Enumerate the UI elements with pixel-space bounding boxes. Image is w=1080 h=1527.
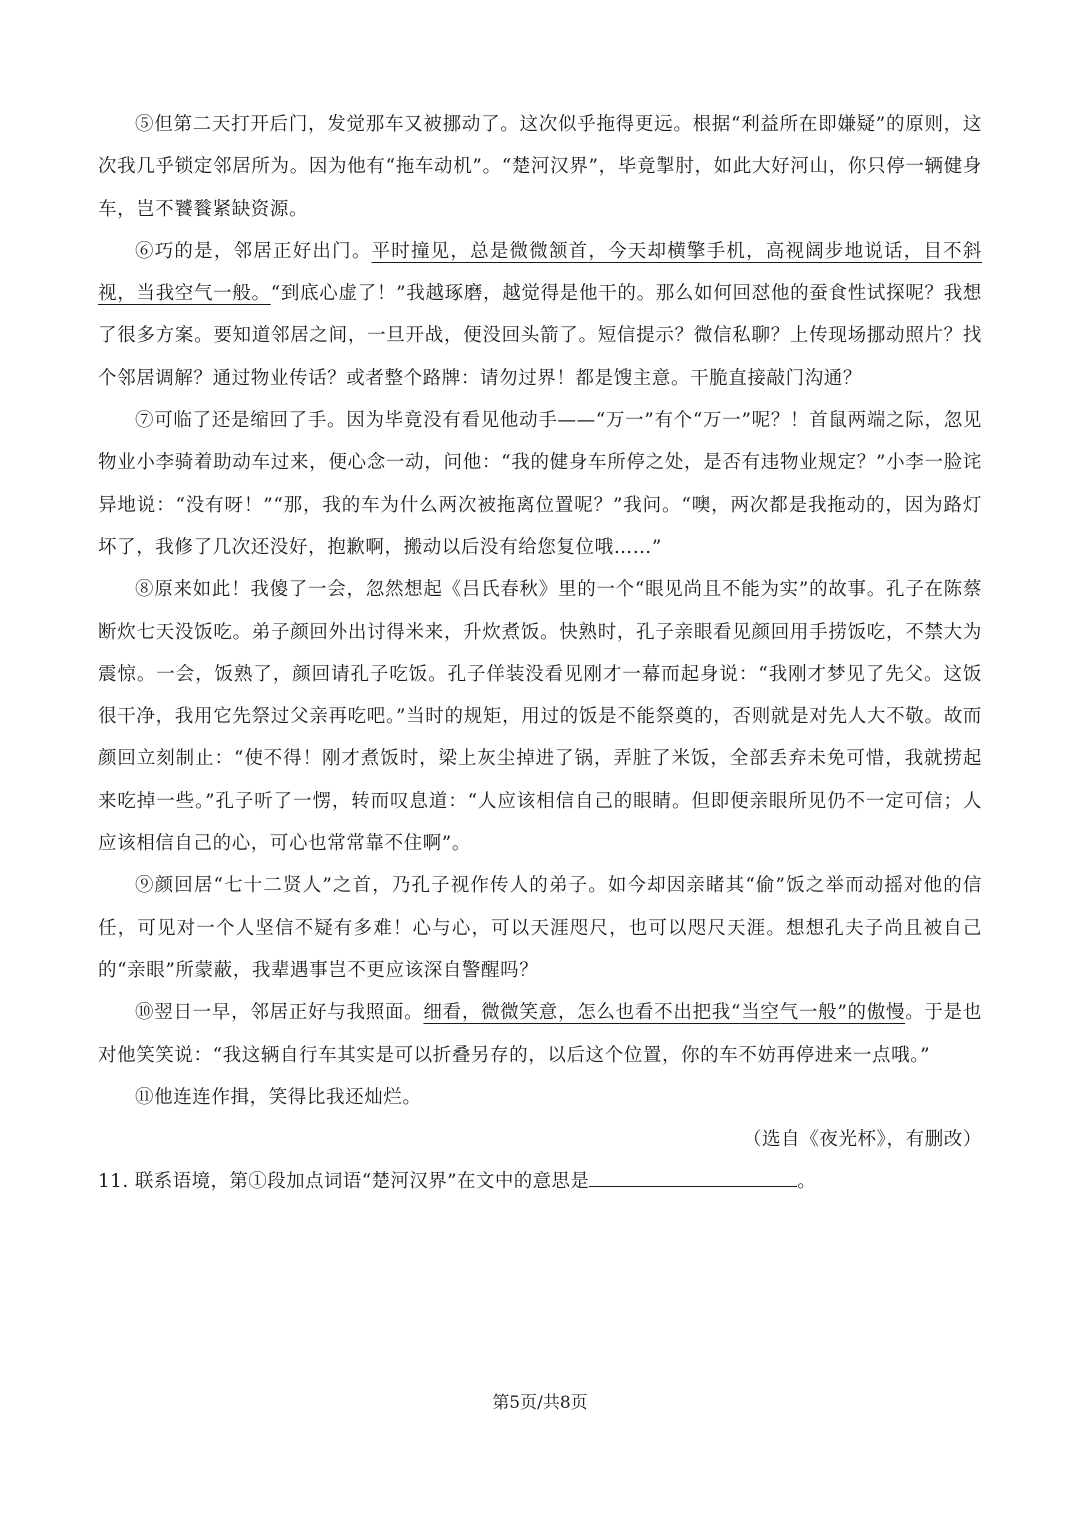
- page-footer: 第5页/共8页: [492, 1393, 588, 1413]
- paragraph-text: ⑤但第二天打开后门，发觉那车又被挪动了。这次似乎拖得更远。根据“利益所在即嫌疑”的原则，这次我几乎锁定邻居所为。因为他有“拖车动机”。“楚河汉界”，毕竟掣肘，如此大好河山，你只停一辆健身车，岂不饕餮紧缺资源。: [98, 114, 982, 220]
- source-citation: （选自《夜光杯》，有删改）: [742, 1129, 982, 1151]
- paragraph-text: ⑦可临了还是缩回了手。因为毕竟没有看见他动手——“万一”有个“万一”呢？！首鼠两端之际，忽见物业小李骑着助动车过来，便心念一动，问他：“我的健身车所停之处，是否有违物业规定？”小李一脸诧异地说：“没有呀！”“那，我的车为什么两次被拖离位置呢？”我问。“噢，两次都是我拖动的，因为路灯坏了，我修了几次还没好，抱歉啊，搬动以后没有给您复位哦……”: [98, 410, 982, 558]
- answer-blank[interactable]: [589, 1166, 797, 1187]
- question-end: 。: [797, 1171, 817, 1193]
- paragraph-text: 。于是也对他笑笑说：“我这辆自行车其实是可以折叠另存的，以后这个位置，你的车不妨再停进来一点哦。”: [98, 1002, 982, 1066]
- paragraph-text: ⑧原来如此！我傻了一会，忽然想起《吕氏春秋》里的一个“眼见尚且不能为实”的故事。孔子在陈蔡断炊七天没饭吃。弟子颜回外出讨得米来，升炊煮饭。快熟时，孔子亲眼看见颜回用手捞饭吃，不禁大为震惊。一会，饭熟了，颜回请孔子吃饭。孔子佯装没看见刚才一幕而起身说：“我刚才梦见了先父。这饭很干净，我用它先祭过父亲再吃吧。”当时的规矩，用过的饭是不能祭奠的，否则就是对先人大不敬。故而颜回立刻制止：“使不得！刚才煮饭时，梁上灰尘掉进了锅，弄脏了米饭，全部丢弃未免可惜，我就捞起来吃掉一些。”孔子听了一愣，转而叹息道：“人应该相信自己的眼睛。但即便亲眼所见仍不一定可信；人应该相信自己的心，可心也常常靠不住啊”。: [98, 579, 982, 855]
- paragraph-p8: [98, 569, 982, 865]
- paragraph-p6: [98, 231, 982, 400]
- paragraph-p11: [98, 1077, 982, 1119]
- paragraph-p9: [98, 865, 982, 992]
- question-11: [98, 1161, 982, 1203]
- article-body: [98, 104, 982, 1119]
- paragraph-p5: [98, 104, 982, 231]
- document-page: [98, 104, 982, 1204]
- paragraph-text: ⑪他连连作揖，笑得比我还灿烂。: [135, 1086, 422, 1108]
- underlined-sentence: 平时撞见，总是微微颔首，今天却横擎手机，高视阔步地说话，目不斜视，当我空气一般。: [98, 240, 982, 305]
- paragraph-text: ⑩翌日一早，邻居正好与我照面。: [135, 1002, 424, 1024]
- paragraph-text: ⑥巧的是，邻居正好出门。: [135, 240, 372, 262]
- underlined-sentence: 细看，微微笑意，怎么也看不出把我“当空气一般”的傲慢: [423, 1002, 906, 1024]
- paragraph-text: ⑨颜回居“七十二贤人”之首，乃孔子视作传人的弟子。如今却因亲睹其“偷”饭之举而动摇对他的信任，可见对一个人坚信不疑有多难！心与心，可以天涯咫尺，也可以咫尺天涯。想想孔夫子尚且被自己的“亲眼”所蒙蔽，我辈遇事岂不更应该深自警醒吗？: [98, 875, 982, 981]
- paragraph-p7: [98, 400, 982, 569]
- question-text: 11. 联系语境，第①段加点词语“楚河汉界”在文中的意思是: [98, 1171, 590, 1193]
- paragraph-text: “到底心虚了！”我越琢磨，越觉得是他干的。那么如何回怼他的蚕食性试探呢？我想了很多方案。要知道邻居之间，一旦开战，便没回头箭了。短信提示？微信私聊？上传现场挪动照片？找个邻居调解？通过物业传话？或者整个路牌：请勿过界！都是馊主意。干脆直接敲门沟通？: [98, 283, 983, 389]
- paragraph-p10: [98, 992, 982, 1077]
